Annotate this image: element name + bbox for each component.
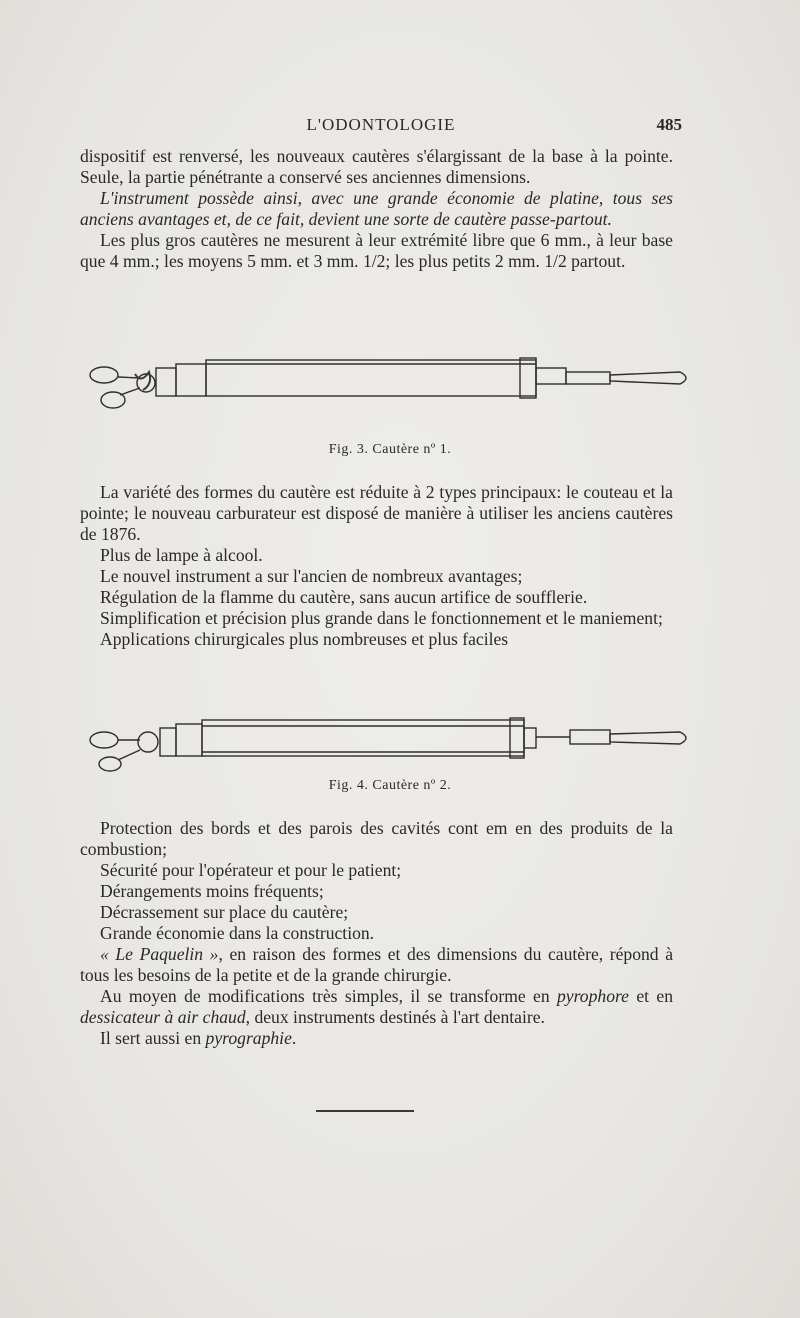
paquelin-text: , en raison des formes et des dimensions du cautère, répond à tous les besoins de la petite et de la grande chirurgie. <box>80 944 673 985</box>
modifications-text-c: , deux instruments destinés à l'art dentaire. <box>245 1007 545 1027</box>
page-header <box>80 113 682 137</box>
reservoir-tube <box>206 360 536 396</box>
text-block-3 <box>80 818 673 1049</box>
italic-paquelin: « Le Paquelin » <box>100 944 219 964</box>
figure-4-caption: Fig. 4. Cautère nº 2. <box>328 778 452 793</box>
paragraph-avantages: Le nouvel instrument a sur l'ancien de nombreux avantages; <box>100 566 523 586</box>
cautery-tip <box>610 732 686 744</box>
italic-dessicateur: dessicateur à air chaud <box>80 1007 246 1027</box>
paragraph-lampe: Plus de lampe à alcool. <box>100 545 263 565</box>
paragraph-dispositif: dispositif est renversé, les nouveaux cautères s'élargissant de la base à la pointe. Seule, la partie pénétrante a conservé ses anciennes dimensions. <box>80 146 673 187</box>
page-number: 485 <box>656 115 682 134</box>
paragraph-dimensions: Les plus gros cautères ne mesurent à leur extrémité libre que 6 mm., à leur base que 4 mm.; les moyens 5 mm. et 3 mm. 1/2; les plus petits 2 mm. 1/2 partout. <box>80 230 673 271</box>
modifications-text-b: et en <box>629 986 673 1006</box>
paragraph-pyrographie <box>80 1028 673 1049</box>
paragraph-regulation: Régulation de la flamme du cautère, sans aucun artifice de soufflerie. <box>100 587 588 607</box>
italic-pyrophore: pyrophore <box>557 986 629 1006</box>
paragraph-variete: La variété des formes du cautère est réduite à 2 types principaux: le couteau et la pointe; le nouveau carburateur est disposé de manière à utiliser les anciens cautères de 1876. <box>80 482 673 544</box>
paragraph-derangements: Dérangements moins fréquents; <box>100 881 324 901</box>
italic-pyrographie: pyrographie <box>205 1028 292 1048</box>
valve-knob <box>138 732 158 752</box>
paragraph-modifications <box>80 986 673 1028</box>
pyrographie-text-a: Il sert aussi en <box>100 1028 206 1048</box>
pyrographie-text-b: . <box>291 1028 297 1048</box>
paragraph-economie: Grande économie dans la construction. <box>100 923 375 943</box>
paragraph-decrassement: Décrassement sur place du cautère; <box>100 902 349 922</box>
thumb-screw-upper <box>90 732 118 748</box>
figure-4 <box>80 712 700 802</box>
cautere-1-illustration <box>80 350 700 420</box>
paragraph-paquelin <box>80 944 673 986</box>
section-end-rule <box>316 1110 414 1112</box>
modifications-text-a: Au moyen de modifications très simples, il se transforme en <box>100 986 557 1006</box>
italic-instrument: L'instrument possède ainsi, avec une grande économie de platine, tous ses anciens avantages et, de ce fait, devient une sorte de cautère passe-partout. <box>80 188 673 229</box>
paragraph-applications: Applications chirurgicales plus nombreuses et plus faciles <box>100 629 509 649</box>
paragraph-protection: Protection des bords et des parois des cavités cont em en des produits de la combustion; <box>80 818 673 859</box>
text-block-2 <box>80 482 673 650</box>
paragraph-simplification: Simplification et précision plus grande dans le fonctionnement et le maniement; <box>100 608 663 628</box>
paragraph-instrument <box>80 188 673 230</box>
thumb-screw-upper <box>90 367 118 383</box>
figure-3-caption: Fig. 3. Cautère nº 1. <box>328 442 452 457</box>
cautere-2-illustration <box>80 712 700 776</box>
cautery-tip <box>610 372 686 384</box>
thumb-screw-lower <box>99 757 121 771</box>
running-title: L'ODONTOLOGIE <box>306 115 456 134</box>
paragraph-securite: Sécurité pour l'opérateur et pour le patient; <box>100 860 402 880</box>
figure-3 <box>80 350 700 460</box>
text-block-1 <box>80 146 673 272</box>
